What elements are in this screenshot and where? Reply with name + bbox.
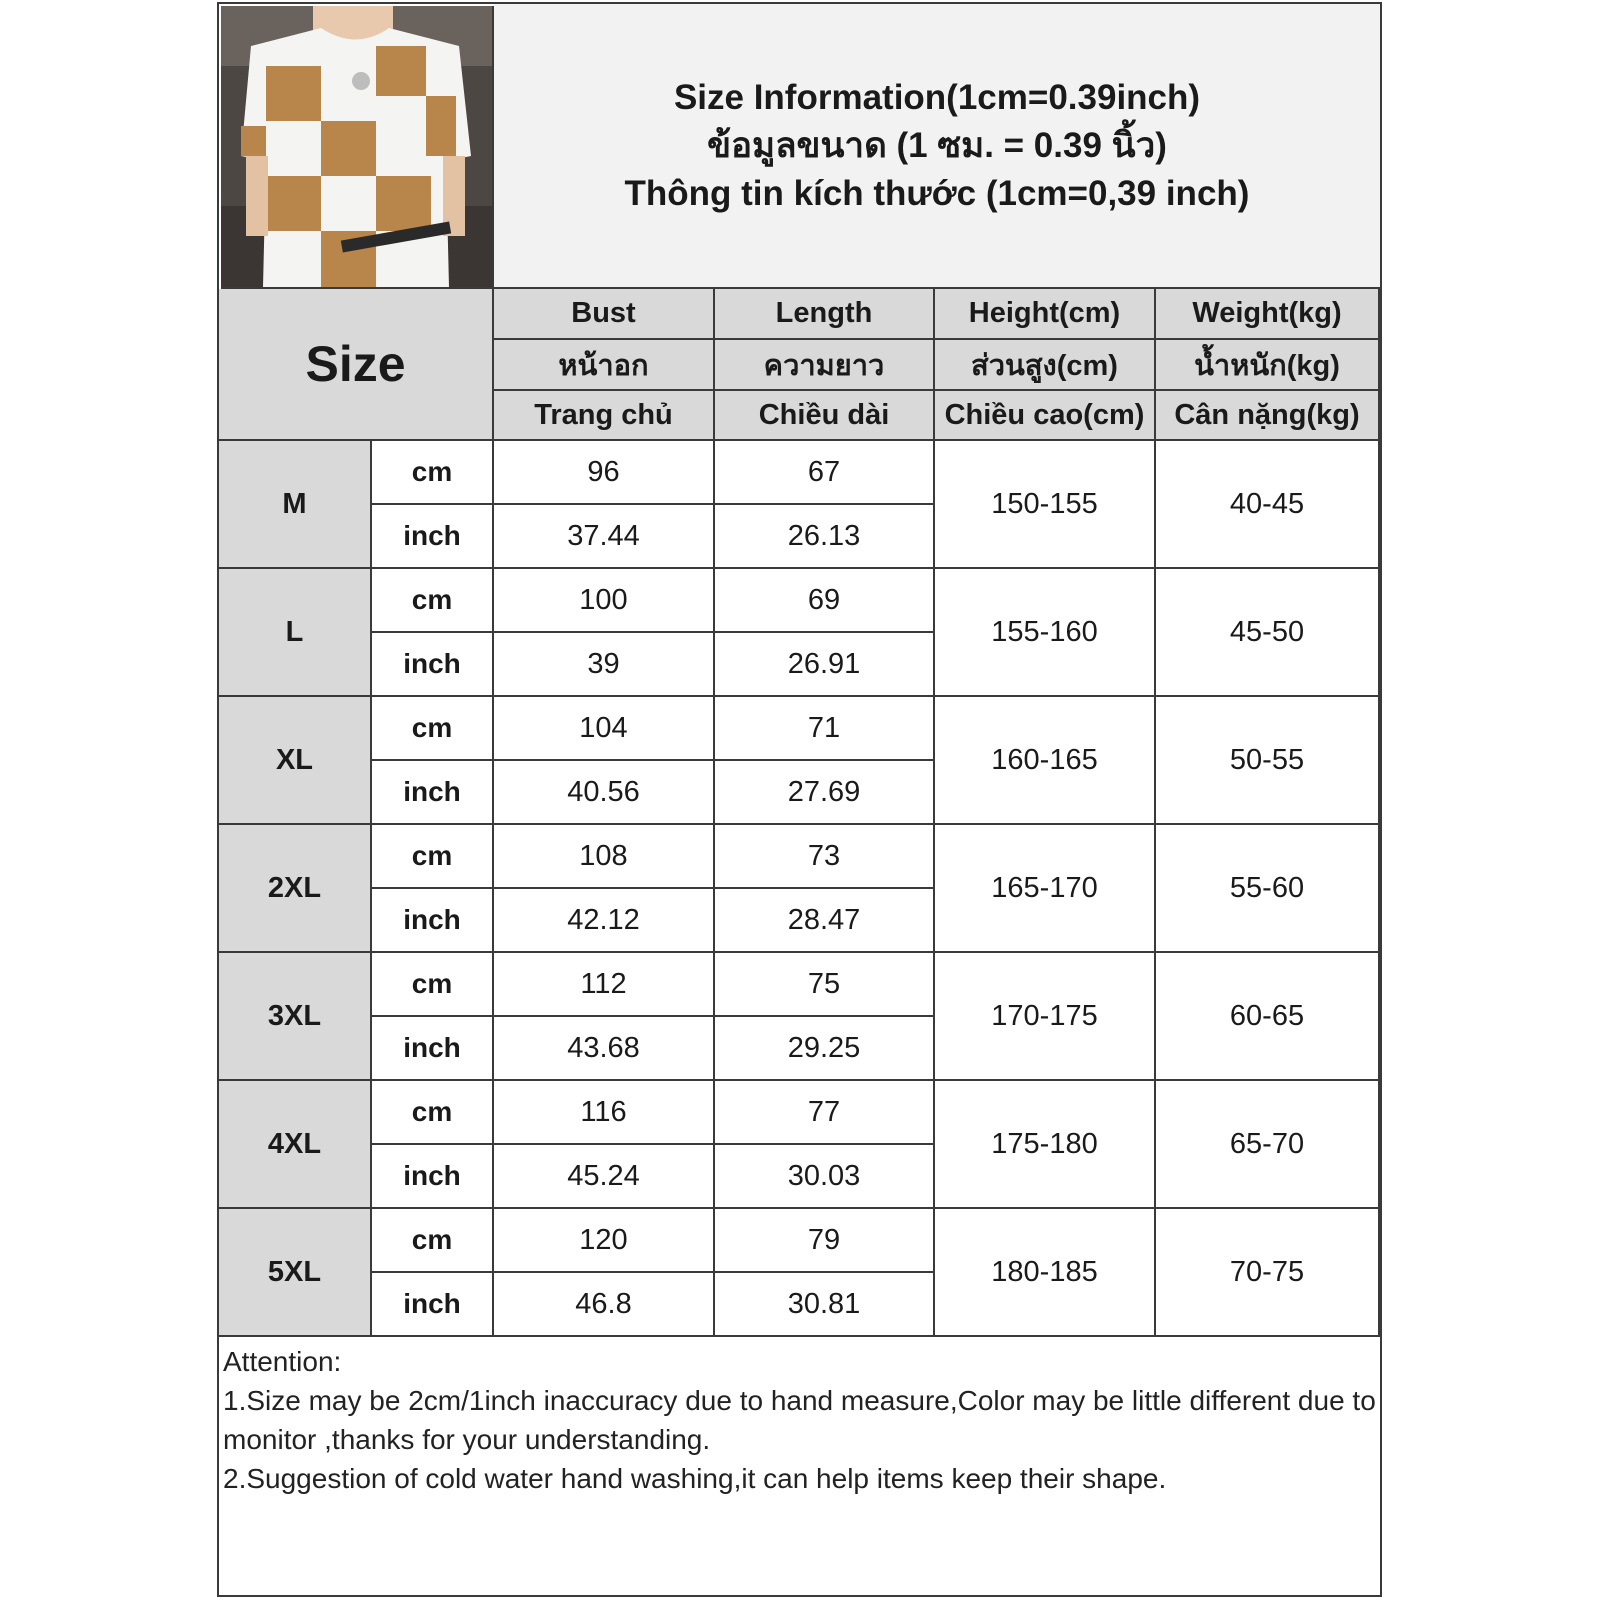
length-header-th: ความยาว bbox=[715, 340, 935, 391]
length-inch-value: 30.81 bbox=[715, 1273, 935, 1337]
model-shirt-image bbox=[221, 6, 492, 287]
weight-range: 70-75 bbox=[1156, 1209, 1380, 1337]
unit-cm: cm bbox=[372, 825, 494, 889]
title-banner bbox=[494, 4, 1380, 289]
bust-cm-value: 108 bbox=[494, 825, 715, 889]
bust-cm-value: 120 bbox=[494, 1209, 715, 1273]
bust-inch-value: 42.12 bbox=[494, 889, 715, 953]
weight-range: 40-45 bbox=[1156, 441, 1380, 569]
length-cm-value: 79 bbox=[715, 1209, 935, 1273]
bust-header-vi: Trang chủ bbox=[494, 391, 715, 441]
unit-cm: cm bbox=[372, 953, 494, 1017]
height-range: 150-155 bbox=[935, 441, 1156, 569]
bust-inch-value: 46.8 bbox=[494, 1273, 715, 1337]
height-header-th: ส่วนสูง(cm) bbox=[935, 340, 1156, 391]
height-header-en: Height(cm) bbox=[935, 289, 1156, 340]
length-cm-value: 67 bbox=[715, 441, 935, 505]
height-range: 180-185 bbox=[935, 1209, 1156, 1337]
bust-cm-value: 112 bbox=[494, 953, 715, 1017]
size-label: M bbox=[219, 441, 372, 569]
unit-cm: cm bbox=[372, 441, 494, 505]
bust-cm-value: 116 bbox=[494, 1081, 715, 1145]
bust-header-th: หน้าอก bbox=[494, 340, 715, 391]
length-inch-value: 30.03 bbox=[715, 1145, 935, 1209]
length-cm-value: 75 bbox=[715, 953, 935, 1017]
unit-inch: inch bbox=[372, 1017, 494, 1081]
unit-inch: inch bbox=[372, 889, 494, 953]
weight-range: 65-70 bbox=[1156, 1081, 1380, 1209]
size-label: 4XL bbox=[219, 1081, 372, 1209]
unit-inch: inch bbox=[372, 761, 494, 825]
title-english: Size Information(1cm=0.39inch) bbox=[673, 77, 1201, 117]
length-cm-value: 77 bbox=[715, 1081, 935, 1145]
length-inch-value: 28.47 bbox=[715, 889, 935, 953]
weight-range: 55-60 bbox=[1156, 825, 1380, 953]
size-label: 3XL bbox=[219, 953, 372, 1081]
length-inch-value: 29.25 bbox=[715, 1017, 935, 1081]
weight-range: 60-65 bbox=[1156, 953, 1380, 1081]
bust-header-en: Bust bbox=[494, 289, 715, 340]
height-range: 170-175 bbox=[935, 953, 1156, 1081]
length-cm-value: 69 bbox=[715, 569, 935, 633]
size-header: Size bbox=[219, 289, 494, 441]
unit-cm: cm bbox=[372, 1081, 494, 1145]
length-inch-value: 26.91 bbox=[715, 633, 935, 697]
unit-inch: inch bbox=[372, 1145, 494, 1209]
size-label: XL bbox=[219, 697, 372, 825]
length-inch-value: 26.13 bbox=[715, 505, 935, 569]
unit-inch: inch bbox=[372, 633, 494, 697]
size-label: 5XL bbox=[219, 1209, 372, 1337]
bust-inch-value: 43.68 bbox=[494, 1017, 715, 1081]
bust-inch-value: 39 bbox=[494, 633, 715, 697]
length-cm-value: 73 bbox=[715, 825, 935, 889]
unit-inch: inch bbox=[372, 505, 494, 569]
title-vietnamese: Thông tin kích thước (1cm=0,39 inch) bbox=[624, 173, 1250, 213]
bust-cm-value: 96 bbox=[494, 441, 715, 505]
height-range: 175-180 bbox=[935, 1081, 1156, 1209]
bust-inch-value: 45.24 bbox=[494, 1145, 715, 1209]
bust-inch-value: 40.56 bbox=[494, 761, 715, 825]
bust-cm-value: 104 bbox=[494, 697, 715, 761]
notes-item-2: 2.Suggestion of cold water hand washing,it can help items keep their shape. bbox=[223, 1463, 1167, 1494]
unit-cm: cm bbox=[372, 1209, 494, 1273]
unit-cm: cm bbox=[372, 697, 494, 761]
title-thai: ข้อมูลขนาด (1 ซม. = 0.39 นิ้ว) bbox=[707, 125, 1167, 165]
attention-notes bbox=[219, 1340, 1380, 1500]
notes-heading: Attention: bbox=[223, 1346, 342, 1377]
weight-header-th: น้ำหนัก(kg) bbox=[1156, 340, 1380, 391]
weight-header-en: Weight(kg) bbox=[1156, 289, 1380, 340]
size-chart bbox=[217, 2, 1382, 1597]
bust-cm-value: 100 bbox=[494, 569, 715, 633]
length-header-en: Length bbox=[715, 289, 935, 340]
bust-inch-value: 37.44 bbox=[494, 505, 715, 569]
unit-inch: inch bbox=[372, 1273, 494, 1337]
size-label: L bbox=[219, 569, 372, 697]
length-cm-value: 71 bbox=[715, 697, 935, 761]
height-range: 165-170 bbox=[935, 825, 1156, 953]
product-photo bbox=[221, 6, 494, 289]
height-header-vi: Chiều cao(cm) bbox=[935, 391, 1156, 441]
length-header-vi: Chiều dài bbox=[715, 391, 935, 441]
length-inch-value: 27.69 bbox=[715, 761, 935, 825]
height-range: 155-160 bbox=[935, 569, 1156, 697]
height-range: 160-165 bbox=[935, 697, 1156, 825]
size-label: 2XL bbox=[219, 825, 372, 953]
notes-item-1: 1.Size may be 2cm/1inch inaccuracy due to hand measure,Color may be little different due to monitor ,thanks for your understanding. bbox=[223, 1385, 1376, 1455]
unit-cm: cm bbox=[372, 569, 494, 633]
weight-range: 50-55 bbox=[1156, 697, 1380, 825]
weight-header-vi: Cân nặng(kg) bbox=[1156, 391, 1380, 441]
weight-range: 45-50 bbox=[1156, 569, 1380, 697]
